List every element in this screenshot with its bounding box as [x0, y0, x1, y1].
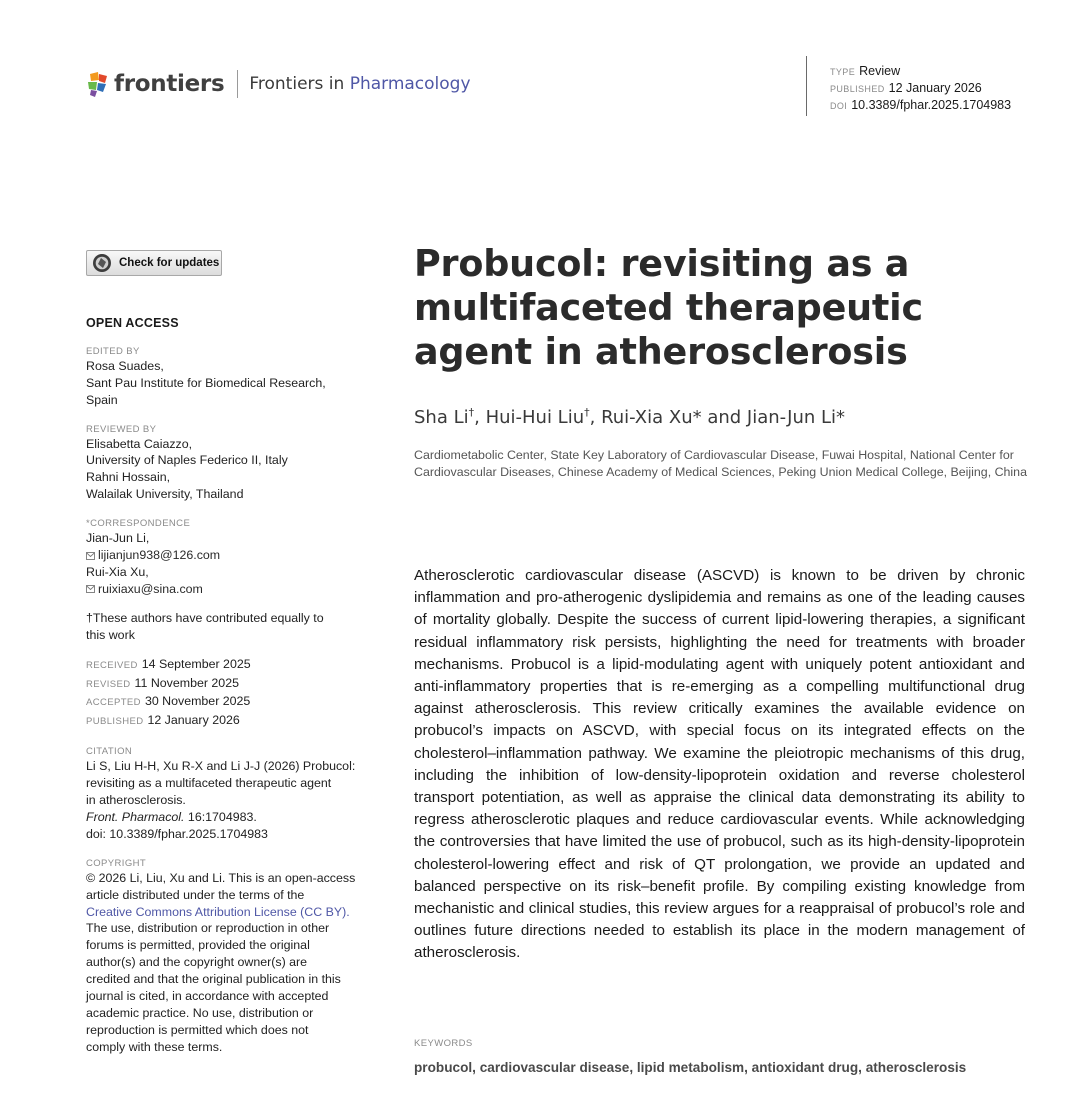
- author-conjunction: and: [701, 407, 747, 428]
- correspondent-email-row: [86, 581, 370, 598]
- citation-label: CITATION: [86, 746, 133, 758]
- author-separator: ,: [589, 407, 602, 428]
- note-line: †These authors have contributed equally to: [86, 610, 324, 625]
- equal-contribution-mark: †: [468, 406, 475, 419]
- date-published: [86, 712, 370, 731]
- article-dates: [86, 656, 370, 732]
- equal-contribution-mark: †: [584, 406, 590, 419]
- citation-volume: 16:1704983.: [184, 809, 257, 824]
- author-separator: ,: [474, 407, 486, 428]
- cc-license-link[interactable]: Creative Commons Attribution License (CC BY).: [86, 904, 350, 919]
- affiliation: Cardiometabolic Center, State Key Laboratory of Cardiovascular Disease, Fuwai Hospital, National Center for Cardiovascular Diseases, Chinese Academy of Medical Sciences, Peking Union Medical College, Beijing, China: [414, 448, 1027, 479]
- author-name[interactable]: Jian-Jun Li*: [746, 407, 846, 428]
- meta-type-value: Review: [859, 64, 901, 78]
- date-label: RECEIVED: [86, 659, 138, 671]
- meta-type-label: TYPE: [830, 67, 856, 77]
- correspondent-name: Rui-Xia Xu,: [86, 564, 149, 579]
- keywords-list: probucol, cardiovascular disease, lipid metabolism, antioxidant drug, atherosclerosis: [414, 1060, 967, 1075]
- meta-type: [830, 63, 1011, 80]
- editor-line: Spain: [86, 392, 118, 407]
- meta-published-value: 12 January 2026: [888, 81, 982, 95]
- journal-name[interactable]: [249, 74, 470, 94]
- meta-published-label: PUBLISHED: [830, 84, 885, 94]
- copyright-line: reproduction is permitted which does not: [86, 1022, 309, 1037]
- correspondent-email[interactable]: lijianjun938@126.com: [98, 548, 221, 563]
- envelope-icon: [86, 585, 95, 593]
- envelope-icon: [86, 552, 95, 560]
- correspondent-name: Jian-Jun Li,: [86, 531, 150, 546]
- copyright-line: The use, distribution or reproduction in other: [86, 921, 330, 936]
- date-revised: [86, 675, 370, 694]
- reviewed-by-label: REVIEWED BY: [86, 423, 157, 435]
- author-name[interactable]: Sha Li: [414, 407, 469, 428]
- correspondent-email[interactable]: ruixiaxu@sina.com: [98, 581, 203, 596]
- edited-by-label: EDITED BY: [86, 345, 140, 357]
- citation-line: revisiting as a multifaceted therapeutic agent: [86, 776, 332, 791]
- journal-brand: [86, 70, 471, 98]
- check-for-updates-button[interactable]: [86, 250, 222, 276]
- journal-prefix: Frontiers in: [249, 74, 345, 94]
- citation-line: in atherosclerosis.: [86, 793, 186, 808]
- editor-line: Rosa Suades,: [86, 358, 164, 373]
- date-label: PUBLISHED: [86, 716, 144, 728]
- open-access-heading: OPEN ACCESS: [86, 315, 179, 330]
- check-updates-icon: [92, 253, 112, 273]
- reviewer-line: Walailak University, Thailand: [86, 487, 244, 502]
- copyright-line: author(s) and the copyright owner(s) are: [86, 955, 308, 970]
- author-name[interactable]: Rui-Xia Xu*: [601, 407, 702, 428]
- citation-line: Li S, Liu H-H, Xu R-X and Li J-J (2026) Probucol:: [86, 759, 356, 774]
- date-label: REVISED: [86, 678, 131, 690]
- date-received: [86, 656, 370, 675]
- author-list: [414, 406, 845, 428]
- correspondence-label: *CORRESPONDENCE: [86, 518, 191, 530]
- date-value: 11 November 2025: [134, 675, 239, 690]
- frontiers-wordmark: frontiers: [114, 71, 225, 97]
- brand-divider: [237, 70, 238, 98]
- frontiers-logo[interactable]: [86, 71, 224, 97]
- reviewer-line: Elisabetta Caiazzo,: [86, 436, 193, 451]
- author-name[interactable]: Hui-Hui Liu: [485, 407, 585, 428]
- copyright-line: comply with these terms.: [86, 1039, 223, 1054]
- reviewer-line: Rahni Hossain,: [86, 470, 171, 485]
- date-value: 14 September 2025: [141, 656, 251, 671]
- frontiers-logo-icon: [86, 71, 110, 97]
- journal-section: Pharmacology: [349, 74, 471, 94]
- meta-published: [830, 80, 1011, 97]
- date-label: ACCEPTED: [86, 697, 141, 709]
- date-value: 12 January 2026: [147, 713, 240, 728]
- note-line: this work: [86, 627, 135, 642]
- copyright-line: credited and that the original publication in this: [86, 972, 341, 987]
- meta-doi: [830, 97, 1011, 114]
- sidebar: [86, 250, 370, 1056]
- editor-line: Sant Pau Institute for Biomedical Research,: [86, 375, 326, 390]
- abstract-text: Atherosclerotic cardiovascular disease (ASCVD) is known to be driven by chronic inflammation and pro-atherogenic dyslipidemia and remains as one of the leading causes of mortality globally. Despite the success of current lipid-lowering therapies, a significant residual inflammatory risk persists, highlighting the need for treatments with broader mechanisms. Probucol is a lipid-modulating agent with uniquely potent antioxidant and anti-inflammatory properties that is re-emerging as a compelling multifunctional drug against atherosclerosis. This review critically examines the available evidence on probucol’s impacts on ASCVD, with special focus on its integrated effects on the cholesterol–inflammation pathway. We examine the pleiotropic mechanisms of this drug, including the inhibition of low-density-lipoprotein oxidation and reverse cholesterol transport potentiation, as well as appraise the clinical data demonstrating its ability to regress atherosclerotic plaques and reduce cardiovascular events. While acknowledging the controversies that have limited the use of probucol, such as its high-density-lipoprotein cholesterol-lowering effect and risk of QT prolongation, we provide an updated and balanced perspective on its risk–benefit profile. By compiling existing knowledge from mechanistic and clinical studies, this review argues for a reappraisal of probucol’s role and outlines future directions needed to establish its place in the modern management of atherosclerosis.: [414, 567, 1025, 962]
- copyright-label: COPYRIGHT: [86, 857, 147, 869]
- date-value: 30 November 2025: [144, 694, 251, 709]
- citation-journal: Front. Pharmacol.: [86, 809, 185, 824]
- citation-journal-line: [86, 809, 370, 826]
- copyright-line: © 2026 Li, Liu, Xu and Li. This is an open-access: [86, 870, 356, 885]
- copyright-line: forums is permitted, provided the original: [86, 938, 310, 953]
- copyright-line: academic practice. No use, distribution or: [86, 1006, 314, 1020]
- meta-doi-label: DOI: [830, 101, 848, 111]
- date-accepted: [86, 693, 370, 712]
- article-meta: [806, 56, 1011, 116]
- citation-doi[interactable]: doi: 10.3389/fphar.2025.1704983: [86, 826, 268, 841]
- meta-doi-value[interactable]: 10.3389/fphar.2025.1704983: [851, 98, 1012, 112]
- correspondent-email-row: [86, 547, 370, 564]
- article-title: Probucol: revisiting as a multifaceted therapeutic agent in atherosclerosis: [414, 242, 923, 373]
- equal-contribution-note: [86, 610, 370, 644]
- copyright-line: article distributed under the terms of the: [86, 887, 305, 902]
- copyright-line: journal is cited, in accordance with accepted: [86, 989, 329, 1004]
- check-updates-label: Check for updates: [119, 256, 220, 269]
- keywords-label: KEYWORDS: [414, 1038, 473, 1049]
- reviewer-line: University of Naples Federico II, Italy: [86, 453, 288, 468]
